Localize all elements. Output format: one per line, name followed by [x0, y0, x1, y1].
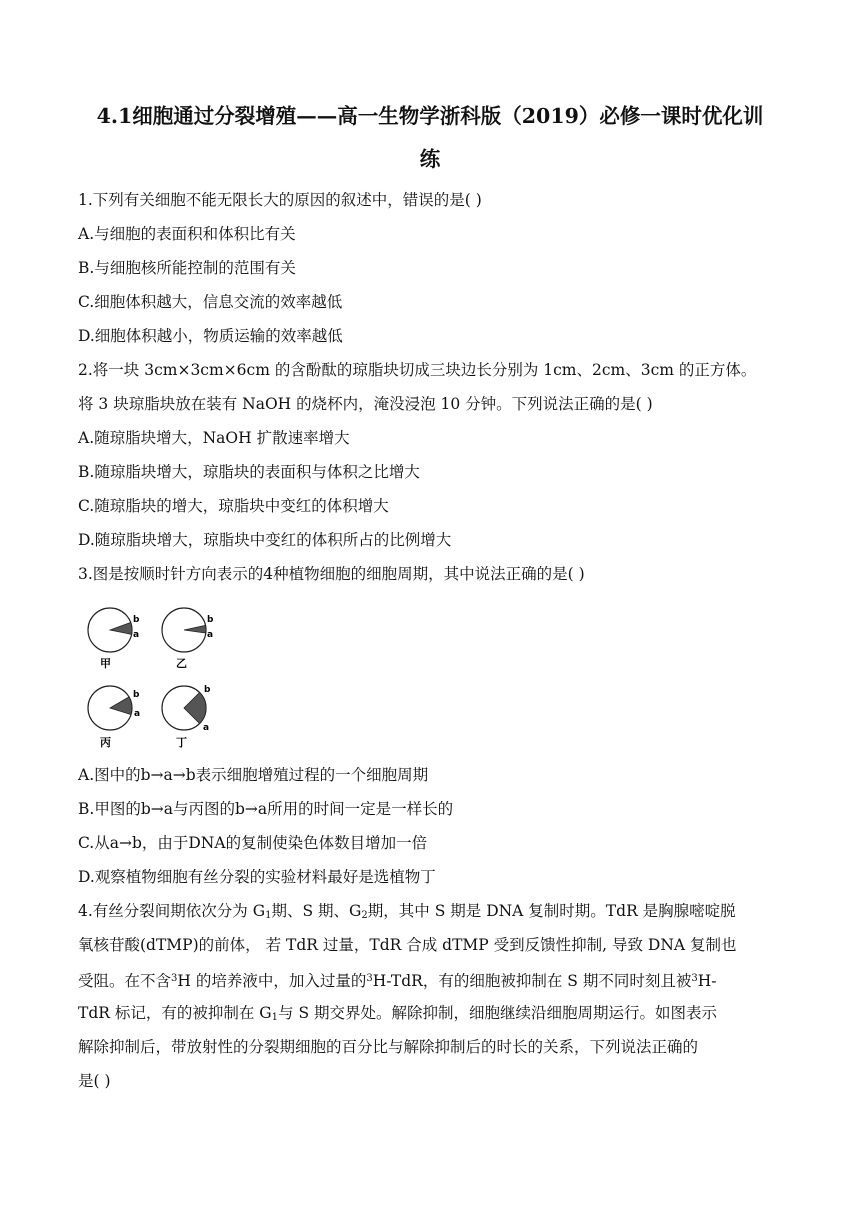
label-a: a	[133, 630, 140, 640]
question-4-stem-line-2: 氧核苷酸(dTMP)的前体， 若 TdR 过量，TdR 合成 dTMP 受到反馈性抑制, 导致 DNA 复制也	[78, 936, 737, 954]
question-4-stem-line-4: TdR 标记，有的被抑制在 $G_1$与 S 期交界处。解除抑制，细胞继续沿细胞周期运行。如图表示	[78, 1004, 718, 1023]
question-3-option-a: A.图中的b→a→b表示细胞增殖过程的一个细胞周期	[78, 766, 429, 784]
cell-cycle-jia	[88, 608, 140, 670]
cell-cycle-ding	[162, 685, 211, 749]
label-b: b	[204, 685, 211, 695]
question-2-stem-line-1: 2.将一块 3cm×3cm×6cm 的含酚酞的琼脂块切成三块边长分别为 1cm、2cm、3cm 的正方体。	[78, 361, 757, 379]
question-4-stem-line-3: 受阻。在不含$^3$H 的培养液中，加入过量的$^3$H-TdR，有的细胞被抑制在 S 期不同时刻且被$^3$H-	[78, 972, 717, 990]
question-2-option-c: C.随琼脂块的增大，琼脂块中变红的体积增大	[78, 497, 389, 515]
question-3-stem: 3.图是按顺时针方向表示的4种植物细胞的细胞周期，其中说法正确的是( )	[78, 565, 585, 583]
question-1-option-d: D.细胞体积越小，物质运输的效率越低	[78, 327, 343, 345]
cell-label-yi: 乙	[176, 657, 187, 670]
question-2-stem-line-2: 将 3 块琼脂块放在装有 NaOH 的烧杯内，淹没浸泡 10 分钟。下列说法正确的是( )	[78, 395, 653, 413]
question-1-option-b: B.与细胞核所能控制的范围有关	[78, 259, 296, 277]
label-b: b	[133, 615, 140, 625]
question-4-stem-line-1: 4.有丝分裂间期依次分为 $G_1$期、S 期、$G_2$期，其中 S 期是 DNA 复制时期。TdR 是胸腺嘧啶脱	[78, 902, 736, 921]
label-b: b	[133, 690, 140, 700]
document-title-line-1: 4.1细胞通过分裂增殖——高一生物学浙科版（2019）必修一课时优化训	[96, 104, 764, 128]
question-2-option-a: A.随琼脂块增大，NaOH 扩散速率增大	[78, 429, 350, 447]
question-3-option-c: C.从a→b，由于DNA的复制使染色体数目增加一倍	[78, 834, 428, 852]
label-a: a	[134, 709, 141, 719]
cell-cycle-yi	[162, 608, 214, 670]
question-3-option-d: D.观察植物细胞有丝分裂的实验材料最好是选植物丁	[78, 868, 436, 886]
cell-label-ding: 丁	[176, 736, 187, 749]
document-title-line-2: 练	[419, 147, 441, 171]
question-4-stem-line-5: 解除抑制后，带放射性的分裂期细胞的百分比与解除抑制后的时长的关系，下列说法正确的	[78, 1038, 699, 1056]
question-2-option-b: B.随琼脂块增大，琼脂块的表面积与体积之比增大	[78, 463, 420, 481]
label-a: a	[207, 630, 214, 640]
label-b: b	[207, 615, 214, 625]
cell-label-bing: 丙	[100, 736, 111, 749]
question-2-option-d: D.随琼脂块增大，琼脂块中变红的体积所占的比例增大	[78, 531, 452, 549]
question-1-option-a: A.与细胞的表面积和体积比有关	[78, 225, 296, 243]
cell-cycle-figure	[82, 603, 232, 751]
question-3-option-b: B.甲图的b→a与丙图的b→a所用的时间一定是一样长的	[78, 800, 454, 818]
question-1-option-c: C.细胞体积越大，信息交流的效率越低	[78, 293, 343, 311]
cell-label-jia: 甲	[100, 657, 111, 670]
cell-cycle-bing	[88, 686, 140, 749]
question-1-stem: 1.下列有关细胞不能无限长大的原因的叙述中，错误的是( )	[78, 191, 482, 209]
label-a: a	[203, 723, 210, 733]
question-4-stem-line-6: 是( )	[78, 1072, 111, 1090]
